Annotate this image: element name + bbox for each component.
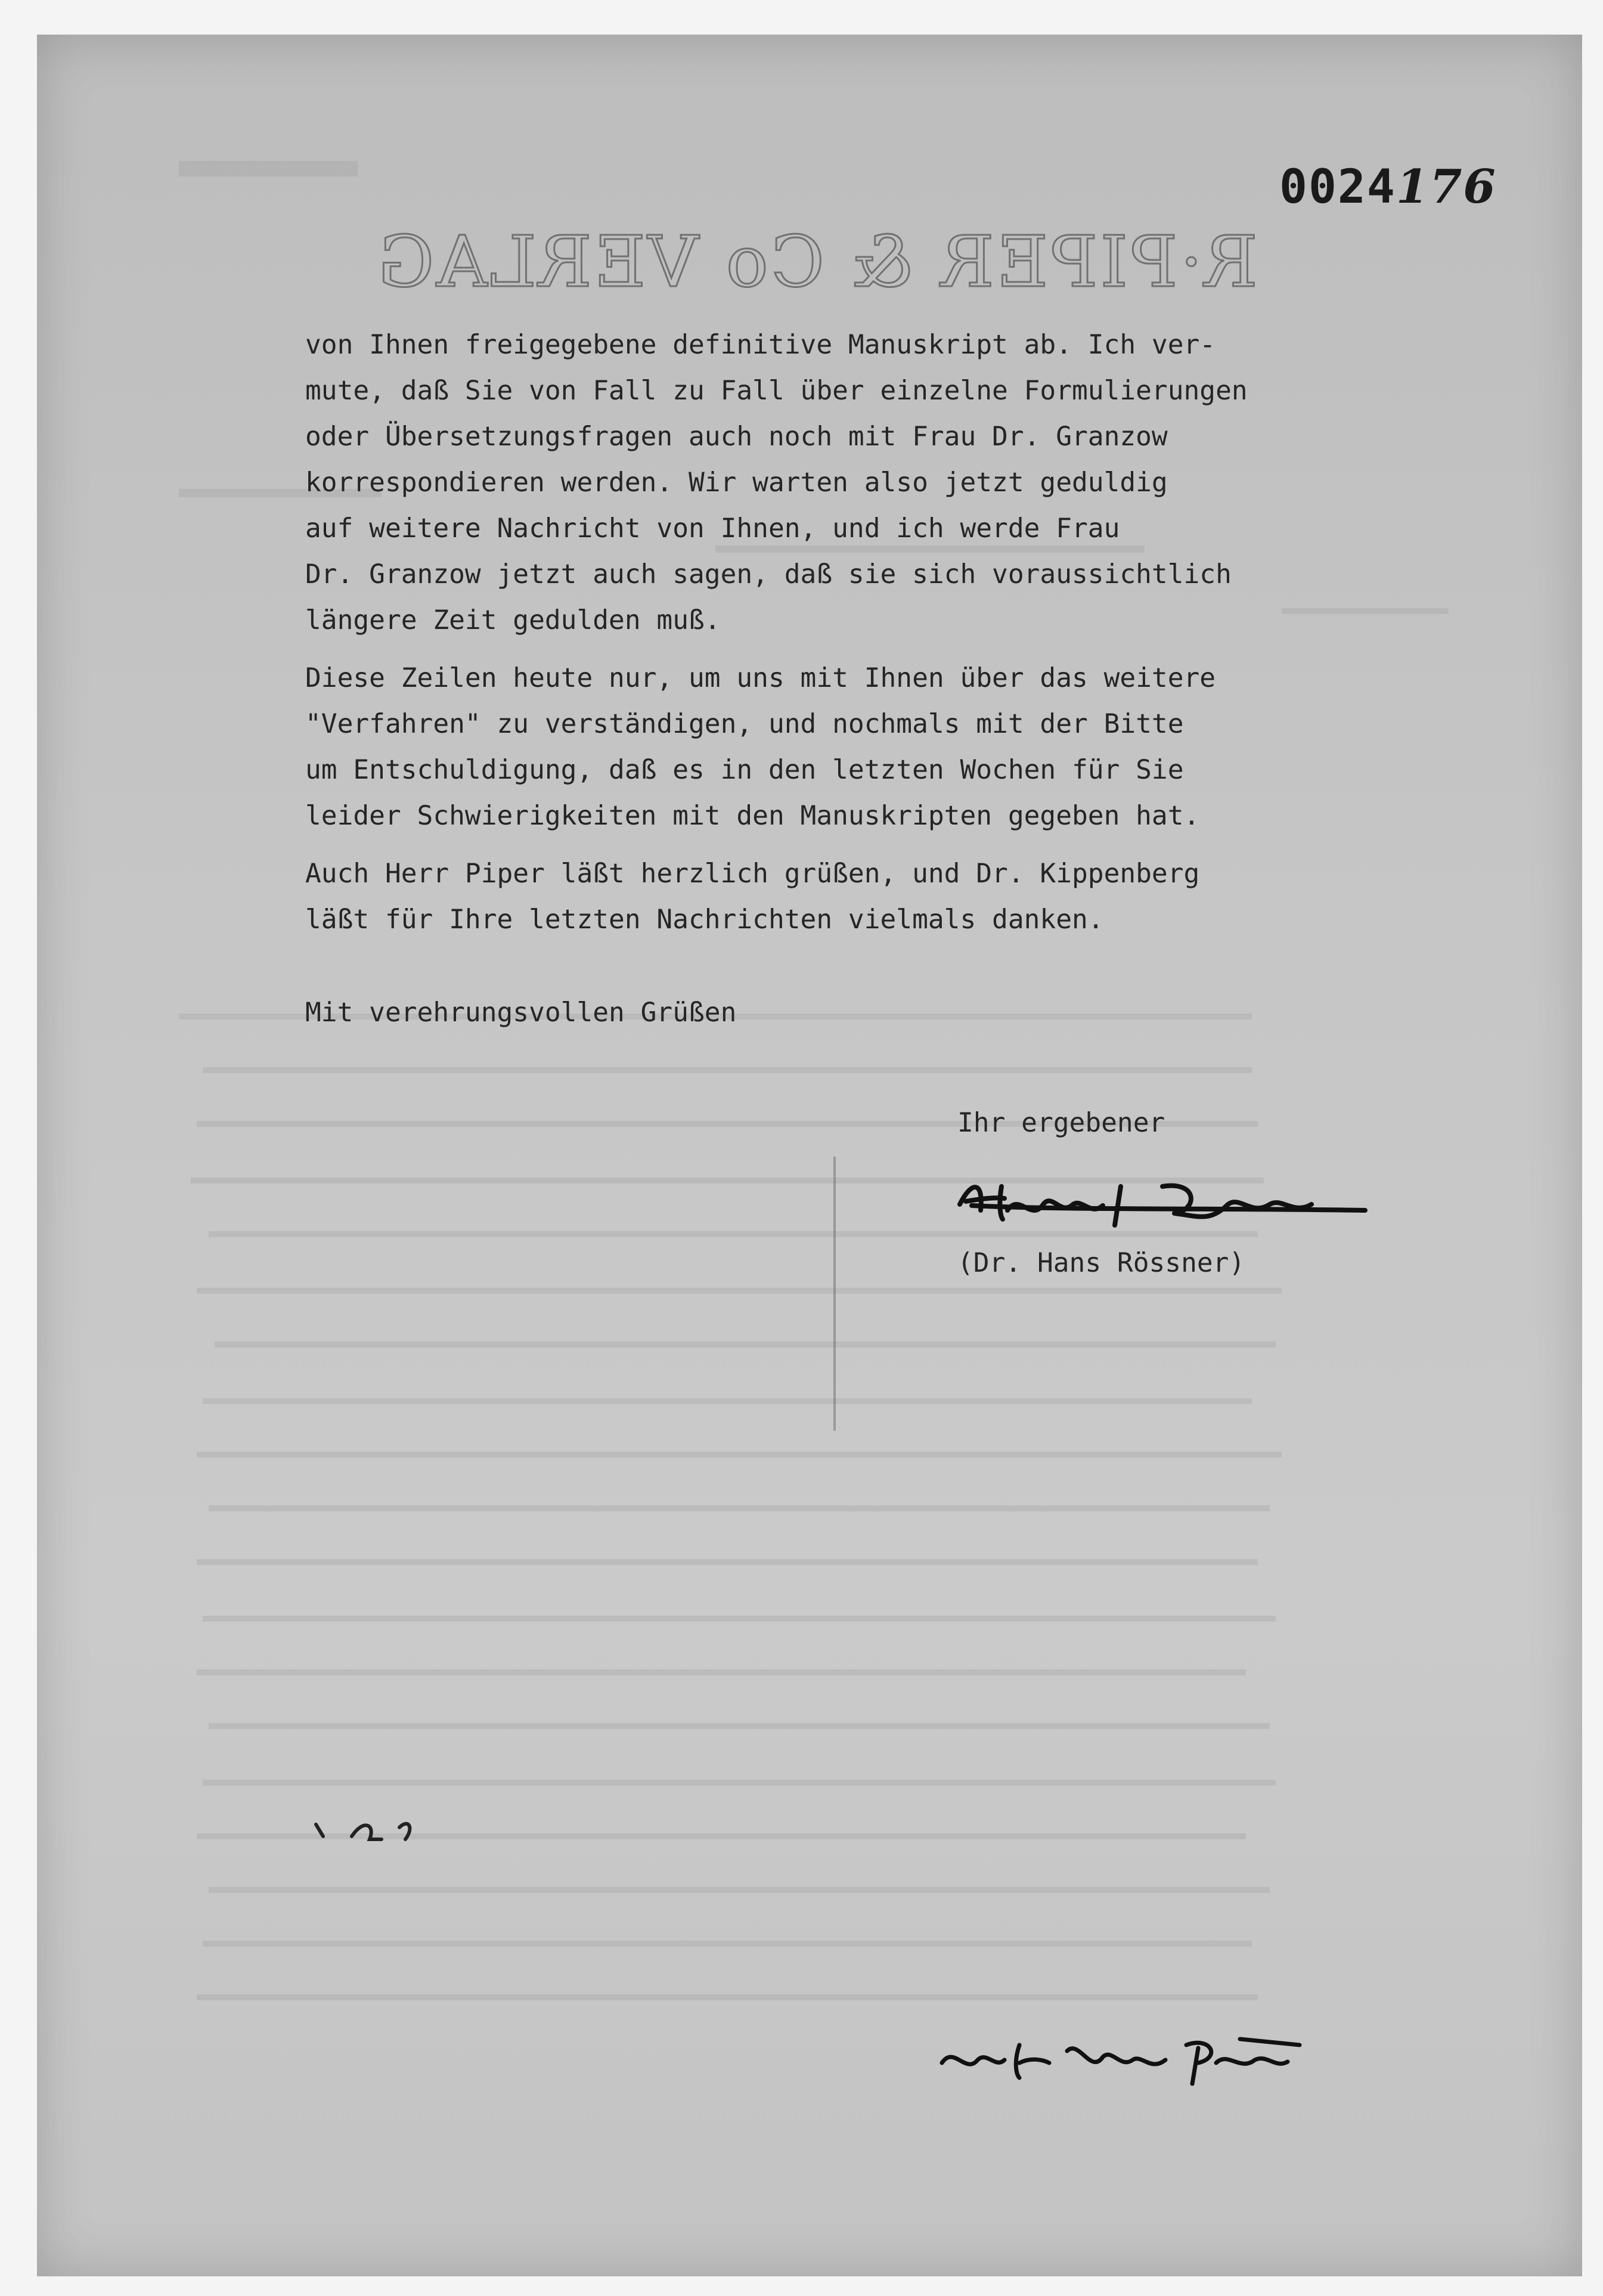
signer-name: (Dr. Hans Rössner) bbox=[957, 1248, 1245, 1278]
signature-hans-roessner bbox=[948, 1169, 1377, 1234]
body-line: "Verfahren" zu verständigen, und nochmals mit der Bitte bbox=[305, 709, 1184, 739]
body-line: um Entschuldigung, daß es in den letzten Wochen für Sie bbox=[305, 755, 1184, 785]
body-line: Dr. Granzow jetzt auch sagen, daß sie sich voraussichtlich bbox=[305, 559, 1232, 590]
body-line: mute, daß Sie von Fall zu Fall über einzelne Formulierungen bbox=[305, 376, 1248, 406]
letter-body bbox=[305, 322, 1468, 943]
handwritten-mark bbox=[310, 1812, 465, 1854]
body-line: auf weitere Nachricht von Ihnen, und ich werde Frau bbox=[305, 513, 1120, 544]
paragraph-1 bbox=[305, 322, 1468, 643]
complimentary-close: Ihr ergebener bbox=[957, 1108, 1165, 1138]
body-line: längere Zeit gedulden muß. bbox=[305, 605, 721, 636]
body-line: läßt für Ihre letzten Nachrichten vielmals danken. bbox=[305, 904, 1104, 935]
svg-text:R·PIPER & Co VERLAG: R·PIPER & Co VERLAG bbox=[376, 221, 1258, 303]
signature-klaus-piper bbox=[930, 2027, 1335, 2087]
document-number bbox=[1279, 160, 1497, 214]
document-number-handwritten: 176 bbox=[1396, 160, 1497, 214]
paragraph-3 bbox=[305, 851, 1468, 943]
publisher-logo bbox=[376, 215, 1258, 310]
paragraph-2 bbox=[305, 655, 1468, 839]
body-line: korrespondieren werden. Wir warten also jetzt geduldig bbox=[305, 467, 1168, 498]
body-line: von Ihnen freigegebene definitive Manuskript ab. Ich ver- bbox=[305, 330, 1216, 360]
closing-line: Mit verehrungsvollen Grüßen bbox=[305, 997, 737, 1028]
body-line: Auch Herr Piper läßt herzlich grüßen, und Dr. Kippenberg bbox=[305, 859, 1200, 889]
body-line: leider Schwierigkeiten mit den Manuskripten gegeben hat. bbox=[305, 801, 1200, 831]
body-line: Diese Zeilen heute nur, um uns mit Ihnen über das weitere bbox=[305, 663, 1216, 693]
body-line: oder Übersetzungsfragen auch noch mit Frau Dr. Granzow bbox=[305, 422, 1168, 452]
document-number-typed: 0024 bbox=[1279, 160, 1396, 214]
